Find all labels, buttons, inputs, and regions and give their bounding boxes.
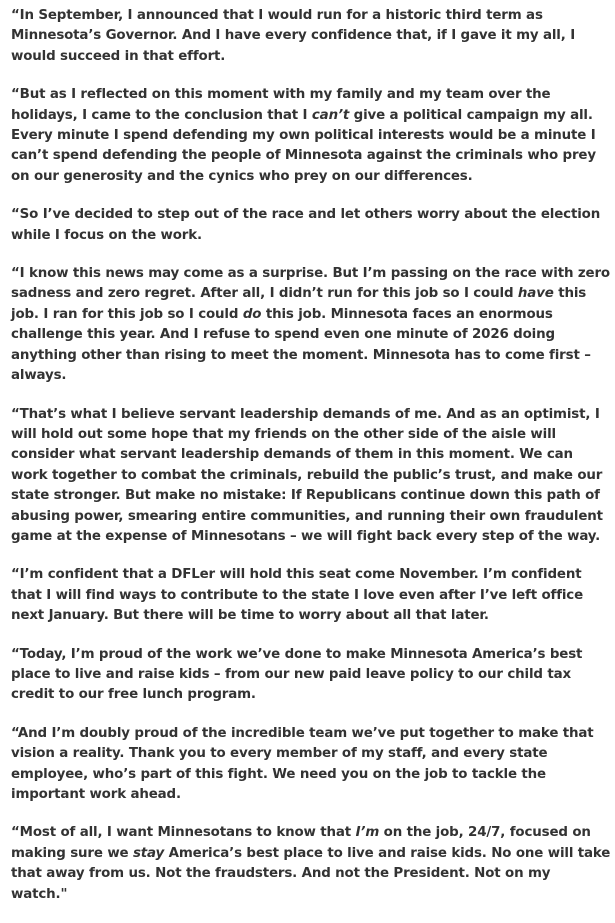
paragraph-text: “I’m confident that a DFLer will hold this seat come November. I’m confident that I will find ways to contribute to the state I love even after I’ve left office next January. But there will be time to worry about all that later.	[11, 567, 584, 624]
statement-paragraph	[11, 645, 611, 706]
paragraph-text: “Most of all, I want Minnesotans to know that	[11, 825, 356, 841]
paragraph-text: America’s best place to live and raise kids. No one will take that away from us. Not the fraudsters. And not the President. Not on my watch."	[11, 845, 611, 902]
statement-paragraph	[11, 205, 611, 246]
statement-paragraph	[11, 264, 611, 386]
emphasized-text: I’m	[355, 825, 380, 841]
paragraph-text: on the job, 24/7, focused on making sure we	[11, 825, 591, 861]
emphasized-text: have	[517, 286, 554, 302]
statement-paragraph	[11, 724, 611, 806]
paragraph-text: give a political campaign my all. Every minute I spend defending my own political interests would be a minute I can’t spend defending the people of Minnesota against the criminals who prey on our generosity and the cynics who prey on our differences.	[11, 107, 596, 184]
statement-paragraph	[11, 85, 611, 187]
paragraph-text: “In September, I announced that I would run for a historic third term as Minnesota’s Governor. And I have every confidence that, if I gave it my all, I would succeed in that effort.	[11, 8, 576, 64]
emphasized-text: can’t	[311, 107, 350, 123]
statement-paragraph	[11, 6, 611, 67]
paragraph-text: “That’s what I believe servant leadership demands of me. And as an optimist, I will hold out some hope that my friends on the other side of the aisle will consider what servant leadership demands of them in this moment. We can work together to combat the criminals, rebuild the public’s trust, and make our state stronger. But make no mistake: If Republicans continue down this path of abusing power, smearing entire communities, and running their own fraudulent game at the expense of Minnesotans – we will fight back every step of the way.	[11, 406, 603, 544]
paragraph-text: “But as I reflected on this moment with my family and my team over the holidays, I came to the conclusion that I	[11, 87, 551, 123]
emphasized-text: stay	[132, 845, 165, 861]
paragraph-text: “And I’m doubly proud of the incredible team we’ve put together to make that vision a reality. Thank you to every member of my staff, and every state employee, who’s part of this fight. We need you on the job to tackle the important work ahead.	[11, 725, 594, 802]
paragraph-text: this job. Minnesota faces an enormous challenge this year. And I refuse to spend even one minute of 2026 doing anything other than rising to meet the moment. Minnesota has to come first – always.	[11, 306, 591, 384]
emphasized-text: do	[242, 306, 262, 322]
statement-paragraph	[11, 405, 611, 548]
paragraph-text: “Today, I’m proud of the work we’ve done to make Minnesota America’s best place to live and raise kids – from our new paid leave policy to our child tax credit to our free lunch program.	[11, 646, 583, 703]
statement-paragraph	[11, 565, 611, 626]
paragraph-text: “So I’ve decided to step out of the race and let others worry about the election while I focus on the work.	[11, 207, 601, 243]
paragraph-text: this job. I ran for this job so I could	[11, 286, 587, 322]
paragraph-text: “I know this news may come as a surprise. But I’m passing on the race with zero sadness and zero regret. After all, I didn’t run for this job so I could	[11, 266, 610, 302]
statement-paragraph	[11, 823, 611, 905]
